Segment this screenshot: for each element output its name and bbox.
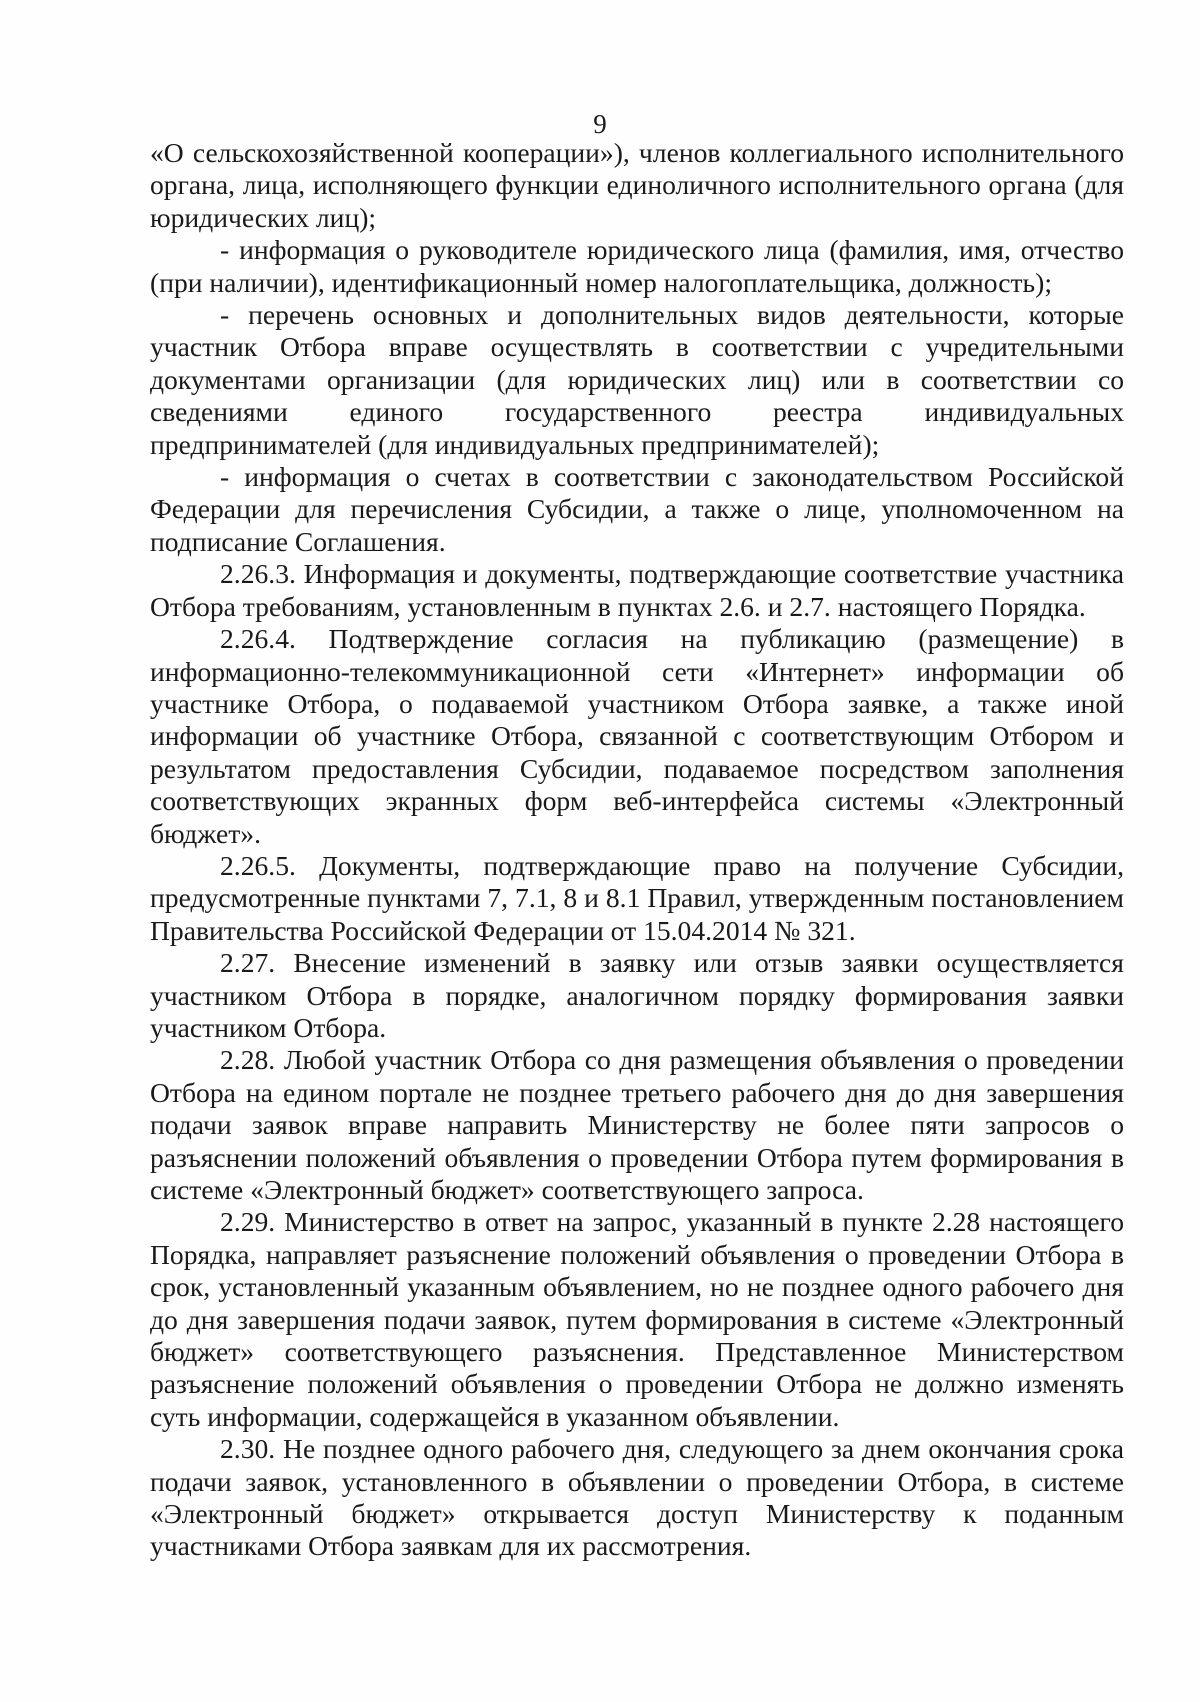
document-body [150,137,1124,1563]
paragraph-2-26-3: 2.26.3. Информация и документы, подтверждающие соответствие участника Отбора требованиям, установленным в пунктах 2.6. и 2.7. настоящего Порядка. [150,558,1124,622]
paragraph-continuation: «О сельскохозяйственной кооперации»), членов коллегиального исполнительного органа, лица, исполняющего функции единоличного исполнительного органа (для юридических лиц); [150,137,1124,233]
paragraph-2-28: 2.28. Любой участник Отбора со дня размещения объявления о проведении Отбора на едином портале не позднее третьего рабочего дня до дня завершения подачи заявок вправе направить Министерству не более пяти запросов о разъяснении положений объявления о проведении Отбора путем формирования в системе «Электронный бюджет» соответствующего запроса. [150,1044,1124,1205]
paragraph-2-30: 2.30. Не позднее одного рабочего дня, следующего за днем окончания срока подачи заявок, установленного в объявлении о проведении Отбора, в системе «Электронный бюджет» открывается доступ Министерству к поданным участниками Отбора заявкам для их рассмотрения. [150,1433,1124,1562]
paragraph-2-26-4: 2.26.4. Подтверждение согласия на публикацию (размещение) в информационно-телекоммуникационной сети «Интернет» информации об участнике Отбора, о подаваемой участником Отбора заявке, а также иной информации об участнике Отбора, связанной с соответствующим Отбором и результатом предоставления Субсидии, подаваемое посредством заполнения соответствующих экранных форм веб-интерфейса системы «Электронный бюджет». [150,623,1124,849]
paragraph-manager-info: - информация о руководителе юридического лица (фамилия, имя, отчество (при наличии), идентификационный номер налогоплательщика, должность); [150,234,1124,298]
page-number: 9 [593,109,607,139]
paragraph-2-27: 2.27. Внесение изменений в заявку или отзыв заявки осуществляется участником Отбора в порядке, аналогичном порядку формирования заявки участником Отбора. [150,947,1124,1043]
paragraph-accounts-info: - информация о счетах в соответствии с законодательством Российской Федерации для перечисления Субсидии, а также о лице, уполномоченном на подписание Соглашения. [150,461,1124,557]
paragraph-activity-list: - перечень основных и дополнительных видов деятельности, которые участник Отбора вправе осуществлять в соответствии с учредительными документами организации (для юридических лиц) или в соответствии со сведениями единого государственного реестра индивидуальных предпринимателей (для индивидуальных предпринимателей); [150,299,1124,460]
paragraph-2-26-5: 2.26.5. Документы, подтверждающие право на получение Субсидии, предусмотренные пунктами 7, 7.1, 8 и 8.1 Правил, утвержденным постановлением Правительства Российской Федерации от 15.04.2014 № 321. [150,849,1124,946]
paragraph-2-29: 2.29. Министерство в ответ на запрос, указанный в пункте 2.28 настоящего Порядка, направляет разъяснение положений объявления о проведении Отбора в срок, установленный указанным объявлением, но не позднее одного рабочего дня до дня завершения подачи заявок, путем формирования в системе «Электронный бюджет» соответствующего разъяснения. Представленное Министерством разъяснение положений объявления о проведении Отбора не должно изменять суть информации, содержащейся в указанном объявлении. [150,1206,1124,1432]
